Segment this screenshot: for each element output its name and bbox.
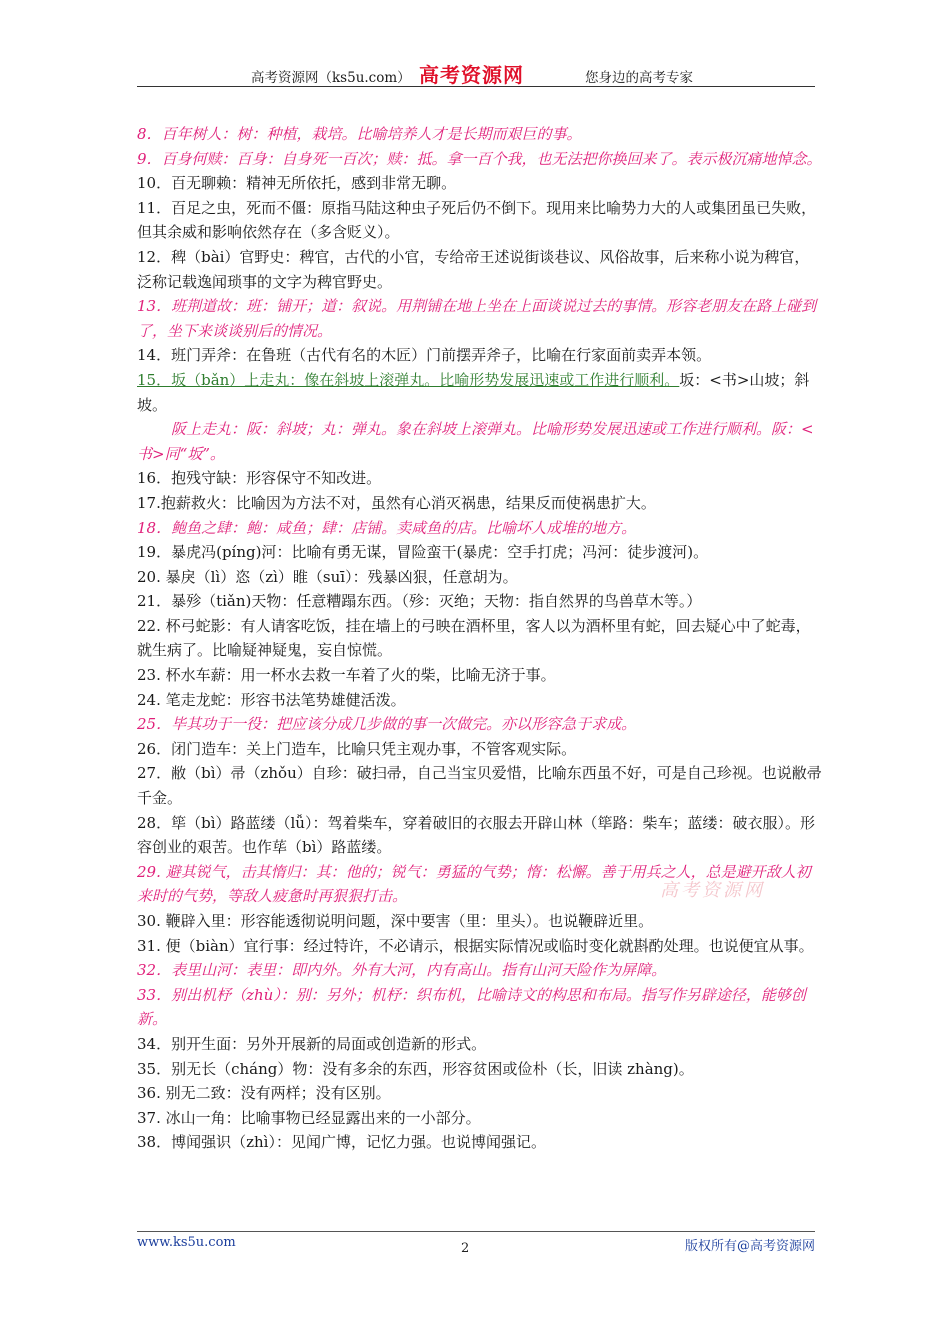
entry-10: 10．百无聊赖：精神无所依托，感到非常无聊。 [137,174,457,193]
entry-25: 25．毕其功于一役：把应该分成几步做的事一次做完。亦以形容急于求成。 [137,715,637,734]
entry-24: 24. 笔走龙蛇：形容书法笔势雄健活泼。 [137,690,406,709]
header-logo: 高考资源网 [419,63,524,87]
entry-15-variant: 阪上走丸：阪：斜坡；丸：弹丸。象在斜坡上滚弹丸。比喻形势发展迅速或工作进行顺利。阪：<书>同“坂”。 [137,420,814,463]
entry-33: 33．别出机杼（zhù）：别：另外；机杼：织布机，比喻诗文的构思和布局。指写作另辟途径，能够创新。 [137,985,806,1029]
entry-20: 20. 暴戾（lì）恣（zì）睢（suī）：残暴凶狠，任意胡为。 [137,567,518,586]
entry-29: 29. 避其锐气，击其惰归：其：他的；锐气：勇猛的气势；惰：松懈。善于用兵之人，总是避开敌人初来时的气势，等敌人疲惫时再狠狠打击。 [137,862,811,906]
entry-38: 38．博闻强识（zhì）：见闻广博，记忆力强。也说博闻强记。 [137,1133,546,1152]
entry-11: 11．百足之虫，死而不僵：原指马陆这种虫子死后仍不倒下。现用来比喻势力大的人或集团虽已失败，但其余威和影响依然存在（多含贬义）。 [137,198,817,242]
entry-26: 26．闭门造车：关上门造车，比喻只凭主观办事，不管客观实际。 [137,739,577,758]
page-header [137,62,815,86]
entry-13: 13．班荆道故：班：铺开；道：叙说。用荆铺在地上坐在上面谈说过去的事情。形容老朋友在路上碰到了，坐下来谈谈别后的情况。 [137,297,817,340]
header-site-name: 高考资源网（ks5u.com） [251,70,411,86]
document-body [137,122,822,1155]
entry-32: 32．表里山河：表里：即内外。外有大河，内有高山。指有山河天险作为屏障。 [137,961,667,980]
header-divider [137,86,815,87]
entry-28: 28．筚（bì）路蓝缕（lǚ）：驾着柴车，穿着破旧的衣服去开辟山林（筚路：柴车；蓝缕：破衣服）。形容创业的艰苦。也作荜（bì）路蓝缕。 [137,813,815,857]
entry-17: 17.抱薪救火：比喻因为方法不对，虽然有心消灭祸患，结果反而使祸患扩大。 [137,493,656,512]
entry-21: 21．暴殄（tiǎn)天物：任意糟蹋东西。（殄：灭绝；天物：指自然界的鸟兽草木等。） [137,592,702,611]
watermark: 高考资源网 [660,880,765,901]
entry-14: 14．班门弄斧：在鲁班（古代有名的木匠）门前摆弄斧子，比喻在行家面前卖弄本领。 [137,346,712,365]
entry-15-note: 坂：<书>山坡；斜坡。 [137,370,810,414]
entry-35: 35．别无长（cháng）物：没有多余的东西，形容贫困或俭朴（长，旧读 zhàng)。 [137,1059,694,1078]
entry-15-link[interactable]: 15．坂（bǎn）上走丸：像在斜坡上滚弹丸。比喻形势发展迅速或工作进行顺利。 [137,370,680,389]
entry-8: 8．百年树人：树：种植，栽培。比喻培养人才是长期而艰巨的事。 [137,125,582,143]
footer-url[interactable]: www.ks5u.com [137,1235,236,1250]
header-slogan: 您身边的高考专家 [585,70,693,86]
entry-9: 9．百身何赎：百身：自身死一百次；赎：抵。拿一百个我，也无法把你换回来了。表示极沉痛地悼念。 [137,149,822,168]
footer-divider [137,1231,815,1232]
entry-37: 37. 冰山一角：比喻事物已经显露出来的一小部分。 [137,1108,481,1127]
entry-36: 36. 别无二致：没有两样；没有区别。 [137,1084,391,1103]
entry-30: 30. 鞭辟入里：形容能透彻说明问题，深中要害（里：里头）。也说鞭辟近里。 [137,912,654,930]
entry-15 [137,368,822,417]
entry-27: 27．敝（bì）帚（zhǒu）自珍：破扫帚，自己当宝贝爱惜，比喻东西虽不好，可是自己珍视。也说敝帚千金。 [137,764,822,808]
entry-12: 12．稗（bài）官野史：稗官，古代的小官，专给帝王述说街谈巷议、风俗故事，后来称小说为稗官，泛称记载逸闻琐事的文字为稗官野史。 [137,247,810,291]
entry-16: 16．抱残守缺：形容保守不知改进。 [137,469,382,488]
page-number: 2 [461,1241,470,1256]
entry-23: 23. 杯水车薪：用一杯水去救一车着了火的柴，比喻无济于事。 [137,666,556,685]
entry-31: 31. 便（biàn）宜行事：经过特许，不必请示，根据实际情况或临时变化就斟酌处理。也说便宜从事。 [137,936,814,955]
entry-22: 22. 杯弓蛇影：有人请客吃饭，挂在墙上的弓映在酒杯里，客人以为酒杯里有蛇，回去疑心中了蛇毒，就生病了。比喻疑神疑鬼，妄自惊慌。 [137,616,811,660]
entry-19: 19．暴虎冯(píng)河：比喻有勇无谋，冒险蛮干(暴虎：空手打虎；冯河：徒步渡河)。 [137,543,709,562]
entry-34: 34．别开生面：另外开展新的局面或创造新的形式。 [137,1034,487,1053]
entry-18: 18．鲍鱼之肆：鲍：咸鱼；肆：店铺。卖咸鱼的店。比喻坏人成堆的地方。 [137,518,637,537]
footer-copyright: 版权所有@高考资源网 [684,1239,815,1254]
